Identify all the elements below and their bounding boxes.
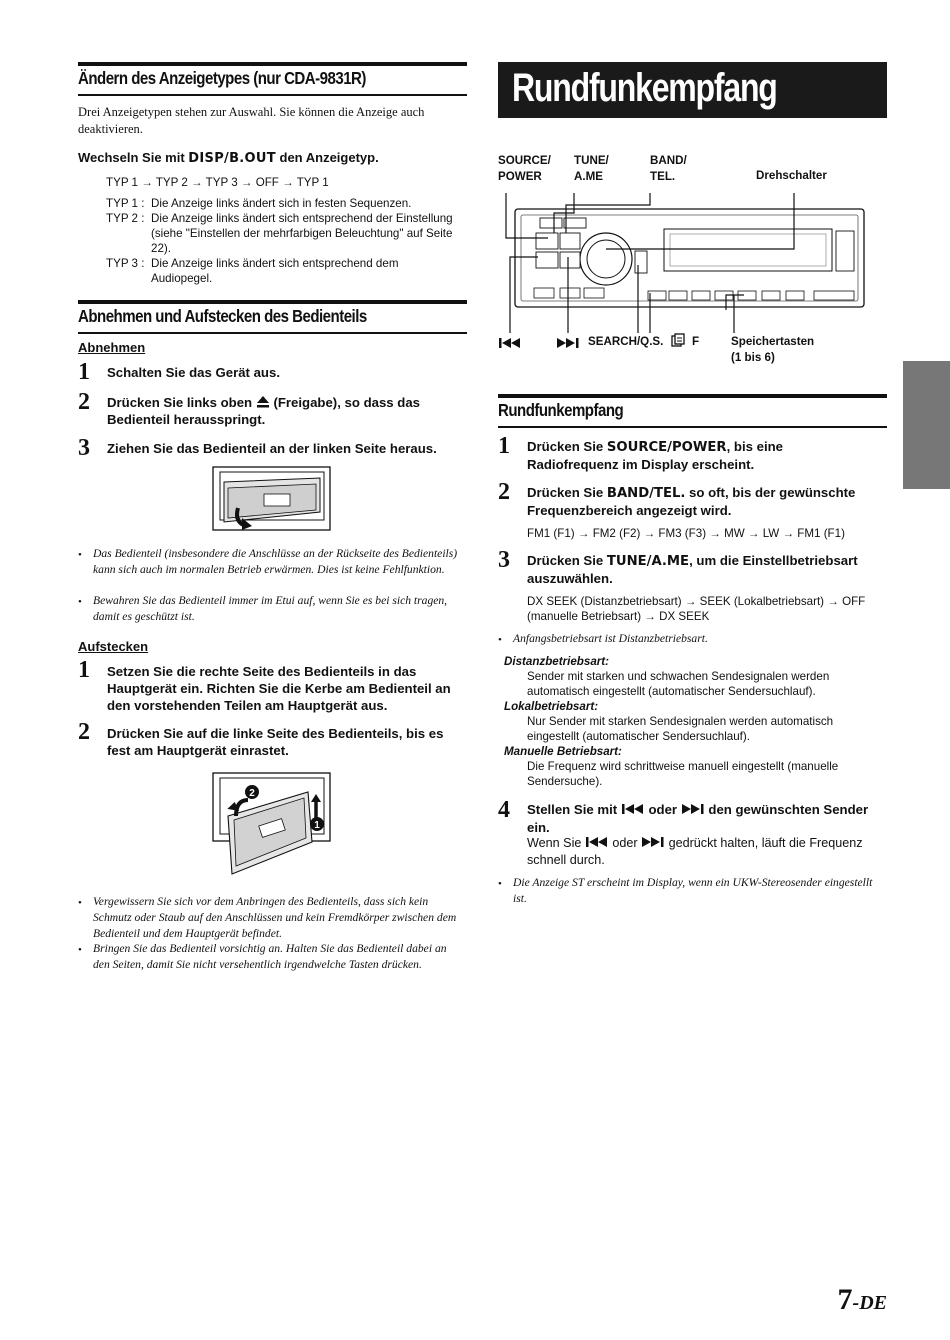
label-band-tel — [650, 153, 687, 185]
step-number: 4 — [498, 797, 510, 823]
label-speichertasten — [731, 334, 814, 366]
abnehmen-step-3: Ziehen Sie das Bedienteil an der linken Seite heraus. — [107, 441, 437, 456]
bullet: • — [78, 944, 82, 956]
bullet: • — [498, 634, 502, 646]
radio-step-4 — [527, 801, 877, 836]
svg-text:1: 1 — [314, 820, 320, 831]
bullet: • — [78, 596, 82, 608]
s4-d1: Wenn Sie — [527, 836, 585, 850]
type-sequence: TYP 1 → TYP 2 → TYP 3 → OFF → TYP 1 — [106, 176, 329, 189]
svg-text:2: 2 — [249, 788, 255, 799]
page-language-suffix: -DE — [852, 1292, 887, 1314]
step2-post: (Freigabe), so dass das Bedienteil herausspringt. — [107, 395, 421, 427]
qs-icon — [671, 333, 685, 352]
typ3-label: TYP 3 : — [106, 257, 145, 270]
prev-track-icon — [585, 836, 609, 852]
section-rule — [78, 62, 467, 66]
label-ame: A.ME — [574, 170, 603, 183]
section-rule — [78, 300, 467, 304]
page-number-value: 7 — [837, 1283, 853, 1316]
step-number: 1 — [78, 359, 90, 385]
bullet: • — [78, 897, 82, 909]
s4-d3: gedrückt halten, läuft die Frequenz schnell durch. — [527, 836, 863, 867]
instruction-disp — [78, 150, 467, 167]
s4-c: den gewünschten Sender ein. — [527, 802, 869, 835]
key-band-tel: BAND/TEL. — [606, 486, 686, 501]
abnehmen-step-1: Schalten Sie das Gerät aus. — [107, 365, 280, 380]
step2-pre: Drücken Sie links oben — [107, 395, 256, 410]
s2-post: so oft, bis der gewünschte Frequenzbereich angezeigt wird. — [527, 485, 856, 518]
tune-sequence: DX SEEK (Distanzbetriebsart) → SEEK (Lokalbetriebsart) → OFF (manuelle Betriebsart) → DX SEEK — [527, 595, 866, 623]
lokal-text: Nur Sender mit starken Sendesignalen werden automatisch eingestellt (automatischer Sendersuchlauf). — [527, 715, 834, 743]
label-f: F — [692, 335, 700, 348]
section-underline — [78, 332, 467, 334]
prev-track-icon — [498, 336, 522, 354]
label-source-power — [498, 153, 551, 185]
typ2-text: Die Anzeige links ändert sich entsprechend der Einstellung (siehe "Einstellen der mehrfarbigen Beleuchtung" auf Seite 22). — [151, 212, 453, 255]
dist-label: Distanzbetriebsart: — [504, 655, 610, 668]
aufstecken-step-1: Setzen Sie die rechte Seite des Bedienteils in das Hauptgerät ein. Richten Sie die Kerbe am Bedienteil an den vorstehenden Teilen am Hauptgerät aus. — [107, 664, 451, 713]
typ1-text: Die Anzeige links ändert sich in festen Sequenzen. — [151, 197, 412, 210]
label-speicher-1: Speichertasten — [731, 335, 815, 348]
typ1-label: TYP 1 : — [106, 197, 145, 210]
bullet: • — [78, 549, 82, 561]
note-st: Die Anzeige ST erscheint im Display, wenn ein UKW-Stereosender eingestellt ist. — [513, 876, 873, 905]
next-track-icon — [556, 336, 580, 354]
s3-post: , um die Einstellbetriebsart auszuwählen. — [527, 553, 858, 586]
label-tel: TEL. — [650, 170, 676, 183]
abnehmen-step-2 — [107, 394, 452, 428]
manual-text: Die Frequenz wird schrittweise manuell eingestellt (manuelle Sendersuche). — [527, 760, 839, 788]
section-title-display-type: Ändern des Anzeigetypes (nur CDA-9831R) — [78, 68, 366, 88]
label-tune: TUNE/ — [574, 154, 609, 167]
s3-pre: Drücken Sie — [527, 553, 607, 568]
instruction-post: den Anzeigetyp. — [275, 150, 379, 165]
radio-step-1 — [527, 438, 877, 473]
s4-b: oder — [644, 802, 681, 817]
step-number: 1 — [78, 657, 90, 683]
aufstecken-note-2: Bringen Sie das Bedienteil vorsichtig an. Halten Sie das Bedienteil dabei an den Seiten, damit Sie nicht versehentlich irgendwelche Tasten drücken. — [93, 942, 447, 971]
label-speicher-2: (1 bis 6) — [731, 351, 775, 364]
s4-d2: oder — [608, 836, 642, 850]
next-track-icon — [681, 802, 705, 819]
chapter-title-banner — [498, 62, 887, 118]
chapter-title: Rundfunkempfang — [512, 66, 777, 110]
label-tune-ame — [574, 153, 609, 185]
section-underline — [78, 94, 467, 96]
section-title-radio: Rundfunkempfang — [498, 400, 624, 420]
attach-illustration — [212, 772, 334, 883]
key-disp-bout: DISP/B.OUT — [188, 151, 276, 166]
section-underline — [498, 426, 887, 428]
detach-illustration — [212, 466, 332, 537]
section-rule — [498, 394, 887, 398]
next-track-icon — [641, 836, 665, 852]
s1-post: , bis eine Radiofrequenz im Display erscheint. — [527, 439, 784, 472]
eject-icon — [256, 395, 270, 408]
radio-front-panel-diagram — [498, 185, 878, 355]
typ2-label: TYP 2 : — [106, 212, 145, 225]
lokal-label: Lokalbetriebsart: — [504, 700, 599, 713]
section-title-detach: Abnehmen und Aufstecken des Bedienteils — [78, 306, 367, 326]
note-initial-mode: Anfangsbetriebsart ist Distanzbetriebsart. — [513, 632, 708, 645]
bullet: • — [498, 878, 502, 890]
s4-a: Stellen Sie mit — [527, 802, 621, 817]
key-source-power: SOURCE/POWER — [606, 440, 727, 455]
label-search-qs: SEARCH/Q.S. — [588, 335, 664, 348]
step-number: 3 — [78, 435, 90, 461]
radio-step-2 — [527, 484, 877, 519]
label-power: POWER — [498, 170, 542, 183]
radio-step-3 — [527, 552, 877, 587]
instruction-pre: Wechseln Sie mit — [78, 150, 189, 165]
aufstecken-step-2: Drücken Sie auf die linke Seite des Bedienteils, bis es fest am Hauptgerät einrastet. — [107, 726, 444, 758]
abnehmen-note-2: Bewahren Sie das Bedienteil immer im Etui auf, wenn Sie es bei sich tragen, damit es geschützt ist. — [93, 594, 448, 623]
step-number: 2 — [78, 719, 90, 745]
s2-pre: Drücken Sie — [527, 485, 607, 500]
abnehmen-note-1: Das Bedienteil (insbesondere die Anschlüsse an der Rückseite des Bedienteils) kann sich auch im normalen Betrieb erwärmen. Dies ist keine Fehlfunktion. — [93, 547, 458, 576]
subheading-abnehmen: Abnehmen — [78, 340, 146, 355]
label-band: BAND/ — [650, 154, 687, 167]
typ3-text: Die Anzeige links ändert sich entsprechend dem Audiopegel. — [151, 257, 399, 285]
key-tune-ame: TUNE/A.ME — [606, 554, 690, 569]
prev-track-icon — [621, 802, 645, 819]
side-tab — [903, 361, 950, 489]
step-number: 3 — [498, 547, 510, 573]
step4-detail — [527, 835, 889, 868]
subheading-aufstecken: Aufstecken — [78, 639, 149, 654]
s1-pre: Drücken Sie — [527, 439, 607, 454]
dist-text: Sender mit starken und schwachen Sendesignalen werden automatisch eingestellt (automatischer Sendersuchlauf). — [527, 670, 830, 698]
aufstecken-note-1: Vergewissern Sie sich vor dem Anbringen des Bedienteils, dass sich kein Schmutz oder Staub auf den Anschlüssen und kein Fremdkörper zwischen dem Bedienteil und dem Hauptgerät befindet. — [93, 895, 457, 940]
step-number: 1 — [498, 433, 510, 459]
page-number — [838, 1283, 887, 1317]
band-sequence: FM1 (F1) → FM2 (F2) → FM3 (F3) → MW → LW → FM1 (F1) — [527, 527, 845, 540]
manual-label: Manuelle Betriebsart: — [504, 745, 622, 758]
intro-text: Drei Anzeigetypen stehen zur Auswahl. Sie können die Anzeige auch deaktivieren. — [78, 105, 425, 136]
label-drehschalter: Drehschalter — [756, 169, 827, 182]
step-number: 2 — [78, 389, 90, 415]
label-source: SOURCE/ — [498, 154, 551, 167]
step-number: 2 — [498, 479, 510, 505]
